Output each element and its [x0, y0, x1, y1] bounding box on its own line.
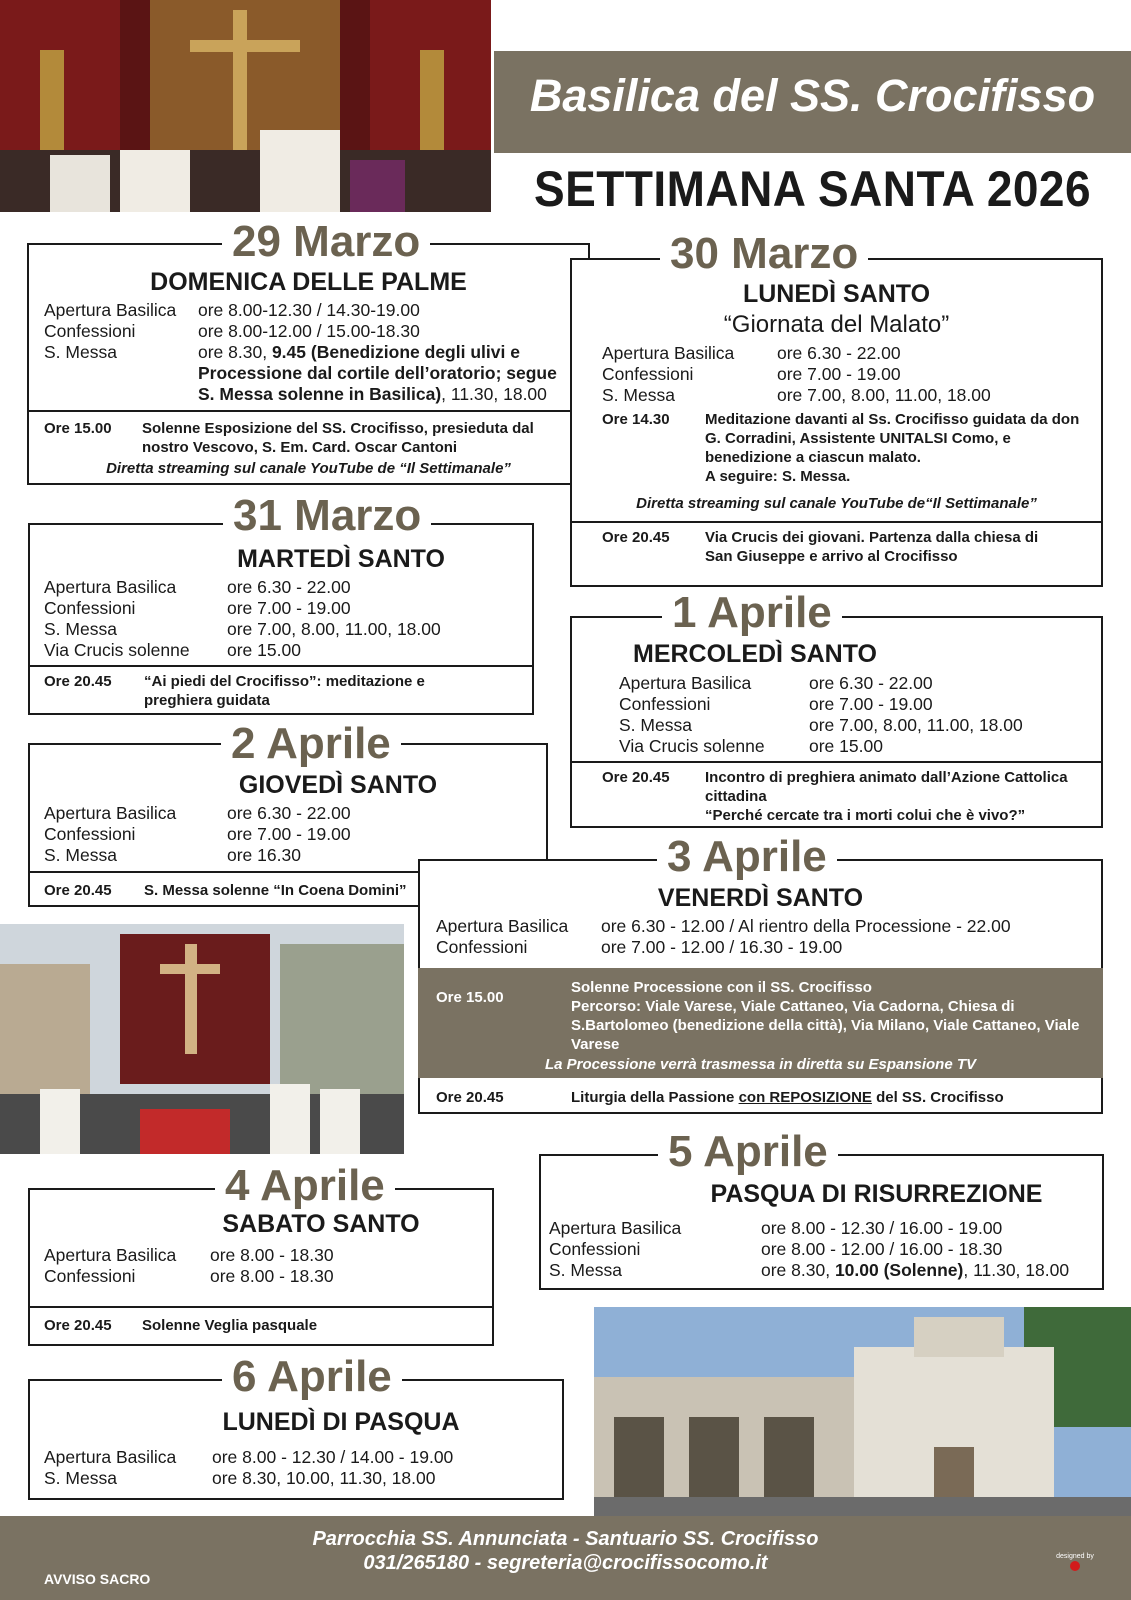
day-date-5-aprile: 5 Aprile	[658, 1128, 838, 1176]
day-date-30-marzo: 30 Marzo	[660, 230, 868, 278]
schedule-row: Confessioni ore 8.00 - 12.00 / 16.00 - 18.30	[549, 1239, 1003, 1259]
separator	[28, 1306, 494, 1308]
event-30-marzo-2: Ore 20.45 Via Crucis dei giovani. Partenza dalla chiesa di San Giuseppe e arrivo al Crocifisso	[602, 529, 1039, 565]
avviso-sacro: AVVISO SACRO	[44, 1571, 151, 1587]
separator	[570, 761, 1103, 763]
day-date-3-aprile: 3 Aprile	[657, 833, 837, 881]
schedule-row: Via Crucis solenne ore 15.00	[619, 736, 883, 756]
schedule-row: S. Messa ore 7.00, 8.00, 11.00, 18.00	[619, 715, 1023, 735]
schedule-row: S. Messa ore 8.30, 10.00 (Solenne), 11.30, 18.00	[549, 1260, 1070, 1280]
designer-credit: designed by	[1045, 1552, 1105, 1571]
streaming-note-29-marzo: Diretta streaming sul canale YouTube de “Il Settimanale”	[106, 460, 511, 477]
schedule-4-aprile	[44, 1245, 484, 1287]
schedule-3-aprile	[436, 916, 1096, 958]
schedule-row: S. Messa ore 7.00, 8.00, 11.00, 18.00	[44, 619, 441, 639]
day-name-2-aprile: GIOVEDÌ SANTO	[238, 771, 438, 799]
day-name-29-marzo: DOMENICA DELLE PALME	[150, 268, 467, 296]
day-date-29-marzo: 29 Marzo	[222, 218, 430, 266]
day-name-1-aprile: MERCOLEDÌ SANTO	[633, 640, 877, 668]
schedule-row: Apertura Basilica ore 6.30 - 22.00	[44, 803, 351, 823]
event-title: SETTIMANA SANTA 2026	[533, 161, 1092, 217]
schedule-row: Apertura Basilica ore 6.30 - 22.00	[619, 673, 933, 693]
schedule-row: S. Messa ore 16.30	[44, 845, 301, 865]
schedule-2-aprile	[44, 803, 534, 866]
event-4-aprile: Ore 20.45 Solenne Veglia pasquale	[44, 1317, 318, 1334]
day-name-5-aprile: PASQUA DI RISURREZIONE	[710, 1180, 1043, 1208]
schedule-row: S. Messa solenne in Basilica), 11.30, 18.00	[198, 384, 547, 404]
schedule-row: Apertura Basilica ore 8.00 - 12.30 / 16.00 - 19.00	[549, 1218, 1003, 1238]
schedule-row: S. Messa ore 8.30, 10.00, 11.30, 18.00	[44, 1468, 436, 1488]
event-1-aprile: Ore 20.45 Incontro di preghiera animato dall’Azione Cattolica cittadina “Perché cercate tra i morti colui che è vivo?”	[602, 769, 1068, 824]
day-name-30-marzo: LUNEDÌ SANTO	[742, 280, 931, 308]
day-date-4-aprile: 4 Aprile	[215, 1162, 395, 1210]
schedule-29-marzo	[44, 300, 584, 405]
schedule-row: Apertura Basilica ore 6.30 - 22.00	[44, 577, 351, 597]
altar-crucifix-photo	[0, 0, 491, 212]
footer-contact: 031/265180 - segreteria@crocifissocomo.it	[363, 1552, 768, 1574]
day-name-31-marzo: MARTEDÌ SANTO	[237, 545, 445, 573]
schedule-row: Apertura Basilica ore 8.00-12.30 / 14.30-19.00	[44, 300, 420, 320]
schedule-row: Processione dal cortile dell’oratorio; segue	[198, 363, 557, 383]
schedule-row: Confessioni ore 7.00 - 19.00	[619, 694, 933, 714]
designer-logo-icon	[1070, 1561, 1080, 1571]
schedule-31-marzo	[44, 577, 524, 661]
separator	[570, 521, 1103, 523]
streaming-note-30-marzo: Diretta streaming sul canale YouTube de“Il Settimanale”	[636, 495, 1037, 512]
event-3-aprile-1: Ore 15.00 Solenne Processione con il SS. Crocifisso Percorso: Viale Varese, Viale Cattaneo, Via Cadorna, Chiesa di S.Bartolomeo (benedizione della città), Via Milano, Viale Cattaneo, Viale Varese	[436, 979, 1080, 1053]
tv-note-3-aprile: La Processione verrà trasmessa in diretta su Espansione TV	[544, 1056, 976, 1073]
day-date-6-aprile: 6 Aprile	[222, 1353, 402, 1401]
day-date-2-aprile: 2 Aprile	[221, 720, 401, 768]
schedule-row: Confessioni ore 7.00 - 19.00	[44, 824, 351, 844]
day-subtitle-30-marzo: “Giornata del Malato”	[723, 311, 950, 338]
event-30-marzo-1: Ore 14.30 Meditazione davanti al Ss. Crocifisso guidata da don G. Corradini, Assistente UNITALSI Como, e benedizione a ciascun malato. A seguire: S. Messa.	[602, 411, 1080, 485]
schedule-1-aprile	[619, 673, 1089, 757]
event-3-aprile-2: Ore 20.45 Liturgia della Passione con REPOSIZIONE del SS. Crocifisso	[436, 1089, 1004, 1106]
basilica-building-photo	[594, 1307, 1131, 1517]
procession-photo	[0, 924, 404, 1154]
event-29-marzo: Ore 15.00 Solenne Esposizione del SS. Crocifisso, presieduta dal nostro Vescovo, S. Em. Card. Oscar Cantoni	[44, 420, 534, 456]
day-date-1-aprile: 1 Aprile	[662, 589, 842, 637]
schedule-row: Confessioni ore 7.00 - 19.00	[602, 364, 901, 384]
separator	[27, 410, 590, 412]
schedule-row: Apertura Basilica ore 8.00 - 12.30 / 14.00 - 19.00	[44, 1447, 454, 1467]
schedule-row: Apertura Basilica ore 8.00 - 18.30	[44, 1245, 334, 1265]
schedule-row: Confessioni ore 8.00 - 18.30	[44, 1266, 334, 1286]
schedule-row: Confessioni ore 7.00 - 12.00 / 16.30 - 19.00	[436, 937, 843, 957]
separator	[28, 665, 534, 667]
day-name-6-aprile: LUNEDÌ DI PASQUA	[222, 1408, 460, 1436]
footer-parish: Parrocchia SS. Annunciata - Santuario SS. Crocifisso	[312, 1528, 819, 1550]
schedule-row: S. Messa ore 8.30, 9.45 (Benedizione degli ulivi e	[44, 342, 520, 362]
schedule-row: S. Messa ore 7.00, 8.00, 11.00, 18.00	[602, 385, 991, 405]
day-date-31-marzo: 31 Marzo	[223, 492, 431, 540]
day-name-3-aprile: VENERDÌ SANTO	[657, 884, 864, 912]
schedule-row: Via Crucis solenne ore 15.00	[44, 640, 301, 660]
schedule-6-aprile	[44, 1447, 554, 1489]
schedule-row: Confessioni ore 7.00 - 19.00	[44, 598, 351, 618]
event-31-marzo: Ore 20.45 “Ai piedi del Crocifisso”: meditazione e preghiera guidata	[44, 673, 425, 709]
basilica-title: Basilica del SS. Crocifisso	[529, 70, 1096, 121]
day-name-4-aprile: SABATO SANTO	[222, 1210, 420, 1238]
schedule-row: Apertura Basilica ore 6.30 - 22.00	[602, 343, 901, 363]
schedule-30-marzo	[602, 343, 1092, 406]
event-2-aprile: Ore 20.45 S. Messa solenne “In Coena Domini”	[44, 882, 407, 899]
schedule-5-aprile	[549, 1218, 1104, 1281]
schedule-row: Apertura Basilica ore 6.30 - 12.00 / Al rientro della Processione - 22.00	[436, 916, 1011, 936]
schedule-row: Confessioni ore 8.00-12.00 / 15.00-18.30	[44, 321, 420, 341]
